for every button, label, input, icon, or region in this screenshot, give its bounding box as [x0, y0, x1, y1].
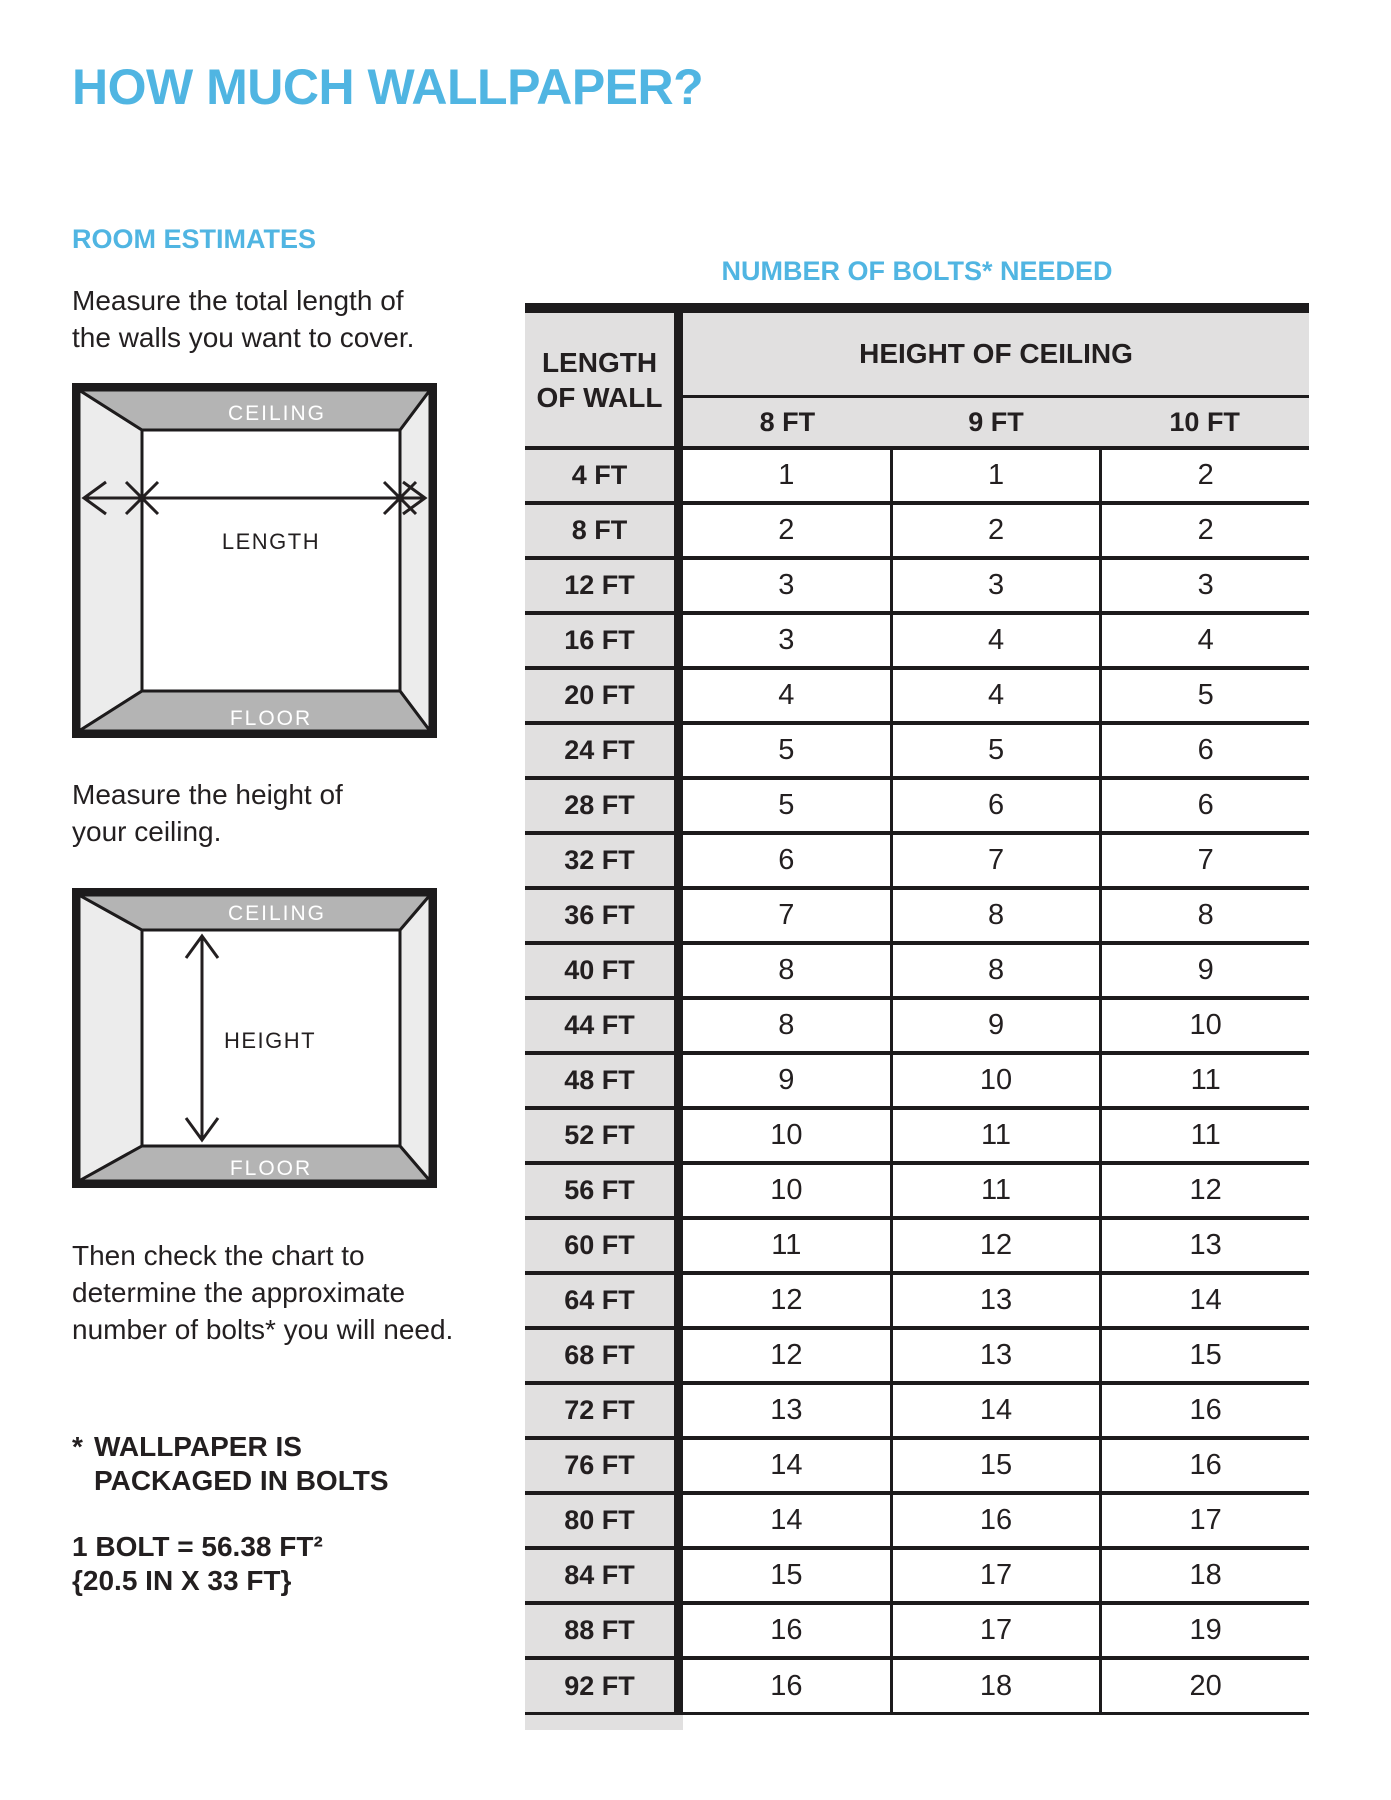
cell-bolts-9ft: 18 [893, 1660, 1103, 1712]
cell-bolts-8ft: 8 [683, 945, 893, 996]
cell-bolts-9ft: 13 [893, 1330, 1103, 1381]
cell-bolts-8ft: 11 [683, 1220, 893, 1271]
cell-bolts-10ft: 2 [1102, 505, 1309, 556]
cell-bolts-8ft: 10 [683, 1110, 893, 1161]
paragraph-line: number of bolts* you will need. [72, 1314, 454, 1345]
cell-bolts-9ft: 8 [893, 945, 1103, 996]
left-wall [79, 390, 142, 731]
paragraph-measure-length [72, 282, 414, 356]
table-heading: NUMBER OF BOLTS* NEEDED [721, 256, 1113, 286]
cell-bolts-9ft: 13 [893, 1275, 1103, 1326]
col-header-8ft: 8 FT [759, 406, 816, 437]
back-wall [142, 430, 400, 691]
cell-bolts-8ft: 1 [683, 450, 893, 501]
cell-bolts-9ft: 2 [893, 505, 1103, 556]
table-row [525, 1550, 1309, 1605]
table-row [525, 1220, 1309, 1275]
row-header-wall-length: 36 FT [525, 890, 683, 941]
row-header-wall-length: 64 FT [525, 1275, 683, 1326]
cell-bolts-10ft: 12 [1102, 1165, 1309, 1216]
cell-bolts-8ft: 7 [683, 890, 893, 941]
table-row [525, 1660, 1309, 1715]
paragraph-check-chart [72, 1237, 453, 1348]
table-row [525, 1385, 1309, 1440]
footnote-wallpaper-bolts [72, 1430, 389, 1498]
cell-bolts-10ft: 17 [1102, 1495, 1309, 1546]
paragraph-line: determine the approximate [72, 1277, 406, 1308]
cell-bolts-10ft: 19 [1102, 1605, 1309, 1656]
row-header-wall-length: 48 FT [525, 1055, 683, 1106]
row-header-wall-length: 28 FT [525, 780, 683, 831]
cell-bolts-8ft: 6 [683, 835, 893, 886]
cell-bolts-9ft: 14 [893, 1385, 1103, 1436]
table-row [525, 890, 1309, 945]
height-label: HEIGHT [224, 1028, 317, 1053]
bolt-size-line: 1 BOLT = 56.38 FT² [72, 1531, 323, 1562]
sub-header-row [683, 398, 1309, 446]
cell-bolts-10ft: 5 [1102, 670, 1309, 721]
corner-line: LENGTH [541, 346, 658, 378]
cell-bolts-9ft: 3 [893, 560, 1103, 611]
table-row [525, 725, 1309, 780]
cell-bolts-8ft: 16 [683, 1660, 893, 1712]
length-label: LENGTH [221, 529, 321, 554]
row-header-wall-length: 4 FT [525, 450, 683, 501]
row-header-wall-length: 12 FT [525, 560, 683, 611]
cell-bolts-8ft: 12 [683, 1275, 893, 1326]
room-diagram-length [72, 383, 437, 738]
cell-bolts-8ft: 5 [683, 725, 893, 776]
cell-bolts-9ft: 15 [893, 1440, 1103, 1491]
table-row [525, 560, 1309, 615]
table-row [525, 835, 1309, 890]
right-wall [400, 895, 430, 1181]
cell-bolts-10ft: 11 [1102, 1110, 1309, 1161]
footnote-line: PACKAGED IN BOLTS [94, 1465, 389, 1496]
row-header-wall-length: 72 FT [525, 1385, 683, 1436]
cell-bolts-8ft: 12 [683, 1330, 893, 1381]
table-row [525, 1110, 1309, 1165]
table-row [525, 1275, 1309, 1330]
row-header-wall-length: 44 FT [525, 1000, 683, 1051]
cell-bolts-9ft: 4 [893, 615, 1103, 666]
paragraph-line: the walls you want to cover. [72, 322, 415, 353]
table-row [525, 1000, 1309, 1055]
cell-bolts-9ft: 5 [893, 725, 1103, 776]
cell-bolts-10ft: 8 [1102, 890, 1309, 941]
paragraph-measure-height [72, 776, 343, 850]
row-header-wall-length: 68 FT [525, 1330, 683, 1381]
page-title: HOW MUCH WALLPAPER? [72, 59, 704, 115]
bolt-equivalence [72, 1530, 323, 1598]
cell-bolts-8ft: 5 [683, 780, 893, 831]
cell-bolts-8ft: 16 [683, 1605, 893, 1656]
row-header-wall-length: 24 FT [525, 725, 683, 776]
row-header-wall-length: 16 FT [525, 615, 683, 666]
table-row [525, 945, 1309, 1000]
table-row [525, 1495, 1309, 1550]
cell-bolts-9ft: 8 [893, 890, 1103, 941]
cell-bolts-8ft: 9 [683, 1055, 893, 1106]
cell-bolts-9ft: 12 [893, 1220, 1103, 1271]
cell-bolts-9ft: 11 [893, 1110, 1103, 1161]
row-header-wall-length: 32 FT [525, 835, 683, 886]
table-row [525, 450, 1309, 505]
cell-bolts-8ft: 10 [683, 1165, 893, 1216]
row-header-wall-length: 8 FT [525, 505, 683, 556]
cell-bolts-9ft: 17 [893, 1550, 1103, 1601]
cell-bolts-8ft: 15 [683, 1550, 893, 1601]
header-height-of-ceiling: HEIGHT OF CEILING [683, 313, 1309, 398]
ceiling-label: CEILING [227, 902, 327, 925]
col-header-10ft: 10 FT [1169, 406, 1240, 437]
cell-bolts-10ft: 6 [1102, 725, 1309, 776]
cell-bolts-8ft: 2 [683, 505, 893, 556]
cell-bolts-10ft: 6 [1102, 780, 1309, 831]
cell-bolts-10ft: 18 [1102, 1550, 1309, 1601]
cell-bolts-8ft: 3 [683, 560, 893, 611]
table-row [525, 615, 1309, 670]
left-wall [79, 895, 142, 1181]
cell-bolts-9ft: 10 [893, 1055, 1103, 1106]
cell-bolts-9ft: 6 [893, 780, 1103, 831]
cell-bolts-8ft: 8 [683, 1000, 893, 1051]
table-row [525, 1165, 1309, 1220]
asterisk: * [72, 1431, 83, 1462]
table-row [525, 1330, 1309, 1385]
right-wall [400, 390, 430, 731]
row-header-wall-length: 80 FT [525, 1495, 683, 1546]
cell-bolts-10ft: 16 [1102, 1385, 1309, 1436]
cell-bolts-9ft: 17 [893, 1605, 1103, 1656]
cell-bolts-10ft: 2 [1102, 450, 1309, 501]
section-heading-room-estimates: ROOM ESTIMATES [72, 224, 317, 254]
cell-bolts-8ft: 14 [683, 1440, 893, 1491]
cell-bolts-10ft: 9 [1102, 945, 1309, 996]
cell-bolts-9ft: 7 [893, 835, 1103, 886]
cell-bolts-8ft: 14 [683, 1495, 893, 1546]
cell-bolts-10ft: 20 [1102, 1660, 1309, 1712]
corner-line: OF WALL [536, 381, 663, 413]
paragraph-line: Measure the total length of [72, 285, 404, 316]
row-header-wall-length: 76 FT [525, 1440, 683, 1491]
row-header-wall-length: 88 FT [525, 1605, 683, 1656]
table-row [525, 1605, 1309, 1660]
table-row [525, 1440, 1309, 1495]
cell-bolts-9ft: 11 [893, 1165, 1103, 1216]
row-header-wall-length: 56 FT [525, 1165, 683, 1216]
cell-bolts-10ft: 16 [1102, 1440, 1309, 1491]
row-header-wall-length: 92 FT [525, 1660, 683, 1712]
cell-bolts-10ft: 11 [1102, 1055, 1309, 1106]
table-row [525, 1055, 1309, 1110]
room-diagram-height [72, 888, 437, 1188]
cell-bolts-9ft: 9 [893, 1000, 1103, 1051]
footnote-line: WALLPAPER IS [94, 1431, 302, 1462]
col-header-9ft: 9 FT [968, 406, 1024, 437]
table-row [525, 670, 1309, 725]
row-header-wall-length: 52 FT [525, 1110, 683, 1161]
cell-bolts-10ft: 3 [1102, 560, 1309, 611]
cell-bolts-10ft: 10 [1102, 1000, 1309, 1051]
table-row [525, 780, 1309, 835]
cell-bolts-9ft: 4 [893, 670, 1103, 721]
cell-bolts-10ft: 13 [1102, 1220, 1309, 1271]
floor-label: FLOOR [229, 1157, 313, 1180]
paragraph-line: your ceiling. [72, 816, 222, 847]
cell-bolts-8ft: 3 [683, 615, 893, 666]
table-body [525, 450, 1309, 1715]
header-length-of-wall [525, 313, 683, 446]
cell-bolts-10ft: 4 [1102, 615, 1309, 666]
table-row [525, 505, 1309, 560]
row-header-wall-length: 20 FT [525, 670, 683, 721]
paragraph-line: Then check the chart to [72, 1240, 365, 1271]
cell-bolts-8ft: 4 [683, 670, 893, 721]
paragraph-line: Measure the height of [72, 779, 343, 810]
cell-bolts-10ft: 15 [1102, 1330, 1309, 1381]
row-header-wall-length: 60 FT [525, 1220, 683, 1271]
cell-bolts-9ft: 16 [893, 1495, 1103, 1546]
cell-bolts-9ft: 1 [893, 450, 1103, 501]
table-header [525, 313, 1309, 450]
cell-bolts-10ft: 14 [1102, 1275, 1309, 1326]
floor-label: FLOOR [229, 707, 313, 730]
table-footer-stub [525, 1715, 683, 1730]
cell-bolts-10ft: 7 [1102, 835, 1309, 886]
cell-bolts-8ft: 13 [683, 1385, 893, 1436]
ceiling-label: CEILING [227, 402, 327, 425]
bolts-table [525, 303, 1309, 1730]
row-header-wall-length: 40 FT [525, 945, 683, 996]
bolt-dimensions-line: {20.5 IN X 33 FT} [72, 1565, 292, 1596]
row-header-wall-length: 84 FT [525, 1550, 683, 1601]
